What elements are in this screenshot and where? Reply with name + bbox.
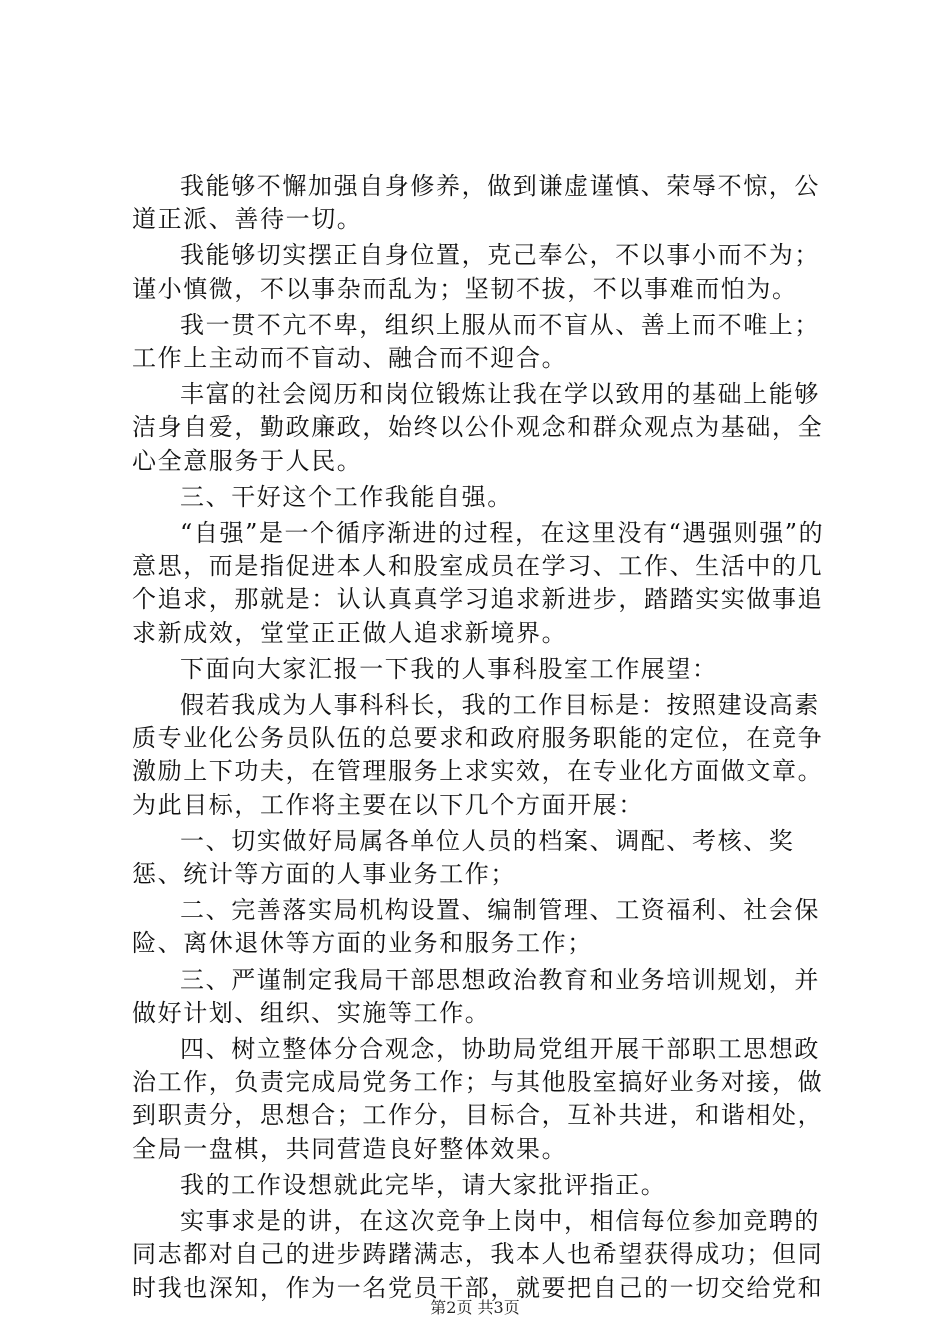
paragraph: 我能够不懈加强自身修养，做到谦虚谨慎、荣辱不惊，公道正派、善待一切。 — [132, 172, 820, 234]
document-body — [132, 170, 844, 1308]
page-footer: 第2页 共3页 — [430, 1298, 520, 1317]
section-heading: 三、干好这个工作我能自强。 — [180, 482, 513, 511]
list-item: 一、切实做好局属各单位人员的档案、调配、考核、奖惩、统计等方面的人事业务工作； — [132, 826, 795, 889]
paragraph: 假若我成为人事科科长，我的工作目标是：按照建设高素质专业化公务员队伍的总要求和政府服务职能的定位，在竞争激励上下功夫，在管理服务上求实效，在专业化方面做文章。为此目标，工作将主要在以下几个方面开展： — [132, 691, 824, 819]
list-item: 三、严谨制定我局干部思想政治教育和业务培训规划，并做好计划、组织、实施等工作。 — [132, 965, 820, 1027]
paragraph: 实事求是的讲，在这次竞争上岗中，相信每位参加竞聘的同志都对自己的进步踌躇满志，我本人也希望获得成功；但同时我也深知，作为一名党员干部，就要把自己的一切交给党和 — [132, 1207, 824, 1302]
paragraph: 我能够切实摆正自身位置，克己奉公，不以事小而不为；谨小慎微，不以事杂而乱为；坚韧不拔，不以事难而怕为。 — [132, 241, 820, 303]
paragraph: 我一贯不亢不卑，组织上服从而不盲从、善上而不唯上；工作上主动而不盲动、融合而不迎合。 — [132, 310, 820, 373]
paragraph: 我的工作设想就此完毕，请大家批评指正。 — [180, 1170, 667, 1199]
paragraph: 下面向大家汇报一下我的人事科股室工作展望： — [180, 654, 718, 683]
list-item: 二、完善落实局机构设置、编制管理、工资福利、社会保险、离休退休等方面的业务和服务工作； — [132, 896, 820, 958]
paragraph: “自强”是一个循序渐进的过程，在这里没有“遇强则强”的意思，而是指促进本人和股室成员在学习、工作、生活中的几个追求，那就是：认认真真学习追求新进步，踏踏实实做事追求新成效，堂堂正正做人追求新境界。 — [132, 519, 825, 647]
list-item: 四、树立整体分合观念，协助局党组开展干部职工思想政治工作，负责完成局党务工作；与其他股室搞好业务对接，做到职责分，思想合；工作分，目标合，互补共进，和谐相处，全局一盘棋，共同营造良好整体效果。 — [132, 1035, 824, 1163]
paragraph: 丰富的社会阅历和岗位锻炼让我在学以致用的基础上能够洁身自爱，勤政廉政，始终以公仆观念和群众观点为基础，全心全意服务于人民。 — [132, 380, 824, 475]
